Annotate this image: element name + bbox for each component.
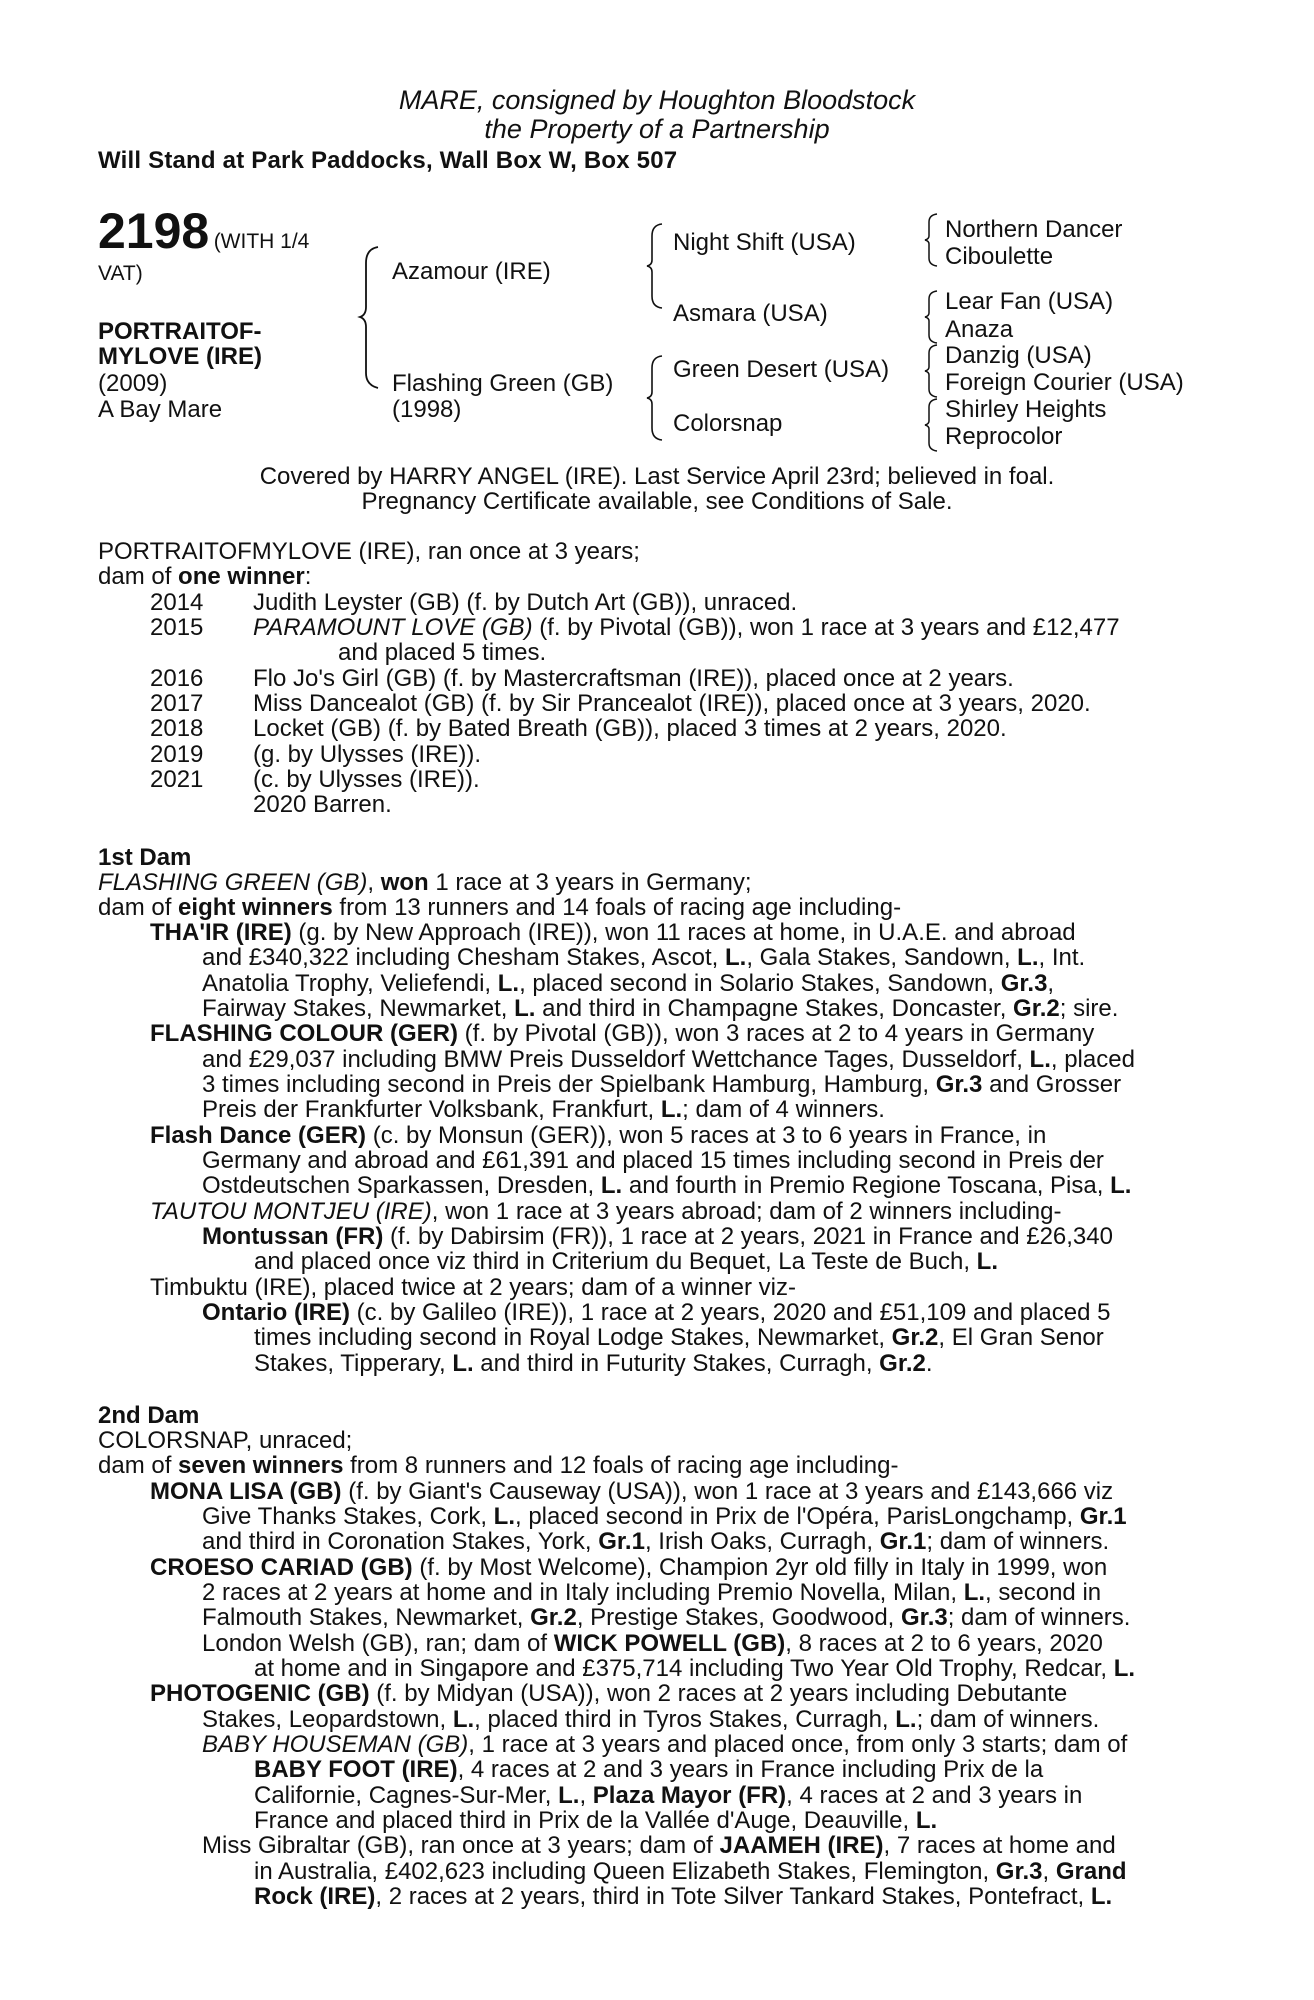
- stand-location: Will Stand at Park Paddocks, Wall Box W, Box 507: [98, 147, 678, 174]
- second-dam-heading: 2nd Dam: [98, 1402, 200, 1429]
- produce-row: 2019 (g. by Ulysses (IRE)).: [150, 741, 482, 768]
- pedigree-dam: Flashing Green (GB): [392, 370, 614, 397]
- produce-row: 2021 (c. by Ulysses (IRE)).: [150, 766, 480, 793]
- pedigree-brace-sire: [644, 222, 666, 310]
- covered-line-2: Pregnancy Certificate available, see Conditions of Sale.: [361, 488, 953, 515]
- progeny-ml-2: Give Thanks Stakes, Cork, L., placed second in Prix de l'Opéra, ParisLongchamp, Gr.1: [202, 1503, 1127, 1530]
- progeny-fd-2: Germany and abroad and £61,391 and placed 15 times including second in Preis der: [202, 1147, 1104, 1174]
- progeny-thair-3: Anatolia Trophy, Veliefendi, L., placed second in Solario Stakes, Sandown, Gr.3,: [202, 970, 1055, 997]
- lot-number: 2198: [98, 203, 210, 259]
- pedigree-dam-year: (1998): [392, 396, 462, 423]
- lot-vat: (WITH 1/4: [213, 230, 310, 253]
- progeny-ontario-2: times including second in Royal Lodge Stakes, Newmarket, Gr.2, El Gran Senor: [254, 1324, 1104, 1351]
- progeny-thair: THA'IR (IRE) (g. by New Approach (IRE)), won 11 races at home, in U.A.E. and abroad: [150, 919, 1076, 946]
- produce-row-cont: and placed 5 times.: [338, 639, 547, 666]
- progeny-montussan: Montussan (FR) (f. by Dabirsim (FR)), 1 race at 2 years, 2021 in France and £26,340: [202, 1223, 1113, 1250]
- progeny-lw-2: at home and in Singapore and £375,714 including Two Year Old Trophy, Redcar, L.: [254, 1655, 1136, 1682]
- pedigree-ddd: Reprocolor: [945, 423, 1063, 450]
- pedigree-sdd: Anaza: [945, 316, 1014, 343]
- pedigree-brace-sd: [923, 289, 941, 345]
- pedigree-dam-dam: Colorsnap: [673, 410, 783, 437]
- progeny-mona-lisa: MONA LISA (GB) (f. by Giant's Causeway (USA)), won 1 race at 3 years and £143,666 viz: [150, 1478, 1114, 1505]
- progeny-photogenic: PHOTOGENIC (GB) (f. by Midyan (USA)), won 2 races at 2 years including Debutante: [150, 1680, 1068, 1707]
- pedigree-dsd: Foreign Courier (USA): [945, 369, 1184, 396]
- progeny-ontario-3: Stakes, Tipperary, L. and third in Futurity Stakes, Curragh, Gr.2.: [254, 1350, 933, 1377]
- pedigree-sire: Azamour (IRE): [392, 258, 551, 285]
- progeny-timbuktu: Timbuktu (IRE), placed twice at 2 years; dam of a winner viz-: [150, 1274, 797, 1301]
- progeny-fd-3: Ostdeutschen Sparkassen, Dresden, L. and fourth in Premio Regione Toscana, Pisa, L.: [202, 1172, 1132, 1199]
- pedigree-sss: Northern Dancer: [945, 216, 1123, 243]
- progeny-tautou-montjeu: TAUTOU MONTJEU (IRE), won 1 race at 3 years abroad; dam of 2 winners including-: [150, 1198, 1062, 1225]
- progeny-bf-2: Californie, Cagnes-Sur-Mer, L., Plaza Mayor (FR), 4 races at 2 and 3 years in: [254, 1782, 1083, 1809]
- progeny-flash-dance: Flash Dance (GER) (c. by Monsun (GER)), won 5 races at 3 to 6 years in France, in: [150, 1122, 1047, 1149]
- progeny-fc-4: Preis der Frankfurter Volksbank, Frankfurt, L.; dam of 4 winners.: [202, 1096, 885, 1123]
- horse-year: (2009): [98, 370, 168, 397]
- progeny-thair-2: and £340,322 including Chesham Stakes, Ascot, L., Gala Stakes, Sandown, L., Int.: [202, 944, 1086, 971]
- first-dam-winners: dam of eight winners from 13 runners and 14 foals of racing age including-: [98, 894, 902, 921]
- header-line-2: the Property of a Partnership: [484, 114, 830, 144]
- produce-dam-of: dam of one winner:: [98, 563, 312, 590]
- produce-row: 2018 Locket (GB) (f. by Bated Breath (GB)), placed 3 times at 2 years, 2020.: [150, 715, 1007, 742]
- pedigree-brace-main: [356, 245, 386, 390]
- lot-block: [98, 203, 310, 259]
- first-dam-heading: 1st Dam: [98, 844, 192, 871]
- progeny-cc-2: 2 races at 2 years at home and in Italy including Premio Novella, Milan, L., second in: [202, 1579, 1102, 1606]
- progeny-croeso-cariad: CROESO CARIAD (GB) (f. by Most Welcome), Champion 2yr old filly in Italy in 1999, won: [150, 1554, 1108, 1581]
- progeny-ml-3: and third in Coronation Stakes, York, Gr.1, Irish Oaks, Curragh, Gr.1; dam of winners.: [202, 1528, 1110, 1555]
- progeny-mg-2: in Australia, £402,623 including Queen Elizabeth Stakes, Flemington, Gr.3, Grand: [254, 1858, 1127, 1885]
- progeny-fc-3: 3 times including second in Preis der Spielbank Hamburg, Hamburg, Gr.3 and Grosser: [202, 1071, 1122, 1098]
- covered-line-1: Covered by HARRY ANGEL (IRE). Last Service April 23rd; believed in foal.: [259, 463, 1055, 490]
- horse-description: A Bay Mare: [98, 396, 223, 423]
- pedigree-brace-dam: [644, 354, 666, 442]
- pedigree-ssd: Ciboulette: [945, 243, 1054, 270]
- progeny-flashing-colour: FLASHING COLOUR (GER) (f. by Pivotal (GB)), won 3 races at 2 to 4 years in Germany: [150, 1020, 1095, 1047]
- horse-name-1: PORTRAITOF-: [98, 318, 262, 345]
- progeny-ontario: Ontario (IRE) (c. by Galileo (IRE)), 1 race at 2 years, 2020 and £51,109 and placed 5: [202, 1299, 1111, 1326]
- pedigree-sds: Lear Fan (USA): [945, 288, 1114, 315]
- produce-row: 2020 Barren.: [253, 791, 392, 818]
- produce-intro: PORTRAITOFMYLOVE (IRE), ran once at 3 years;: [98, 538, 640, 565]
- pedigree-dam-sire: Green Desert (USA): [673, 356, 890, 383]
- second-dam-line: COLORSNAP, unraced;: [98, 1427, 353, 1454]
- progeny-london-welsh: London Welsh (GB), ran; dam of WICK POWELL (GB), 8 races at 2 to 6 years, 2020: [202, 1630, 1103, 1657]
- progeny-ph-2: Stakes, Leopardstown, L., placed third in Tyros Stakes, Curragh, L.; dam of winners.: [202, 1706, 1100, 1733]
- produce-row: 2016 Flo Jo's Girl (GB) (f. by Mastercraftsman (IRE)), placed once at 2 years.: [150, 665, 1014, 692]
- header-line-1: MARE, consigned by Houghton Bloodstock: [398, 85, 916, 115]
- progeny-grand-rock: Rock (IRE), 2 races at 2 years, third in Tote Silver Tankard Stakes, Pontefract, L.: [254, 1883, 1113, 1910]
- first-dam-line: FLASHING GREEN (GB), won 1 race at 3 years in Germany;: [98, 869, 752, 896]
- progeny-cc-3: Falmouth Stakes, Newmarket, Gr.2, Prestige Stakes, Goodwood, Gr.3; dam of winners.: [202, 1604, 1131, 1631]
- pedigree-sire-sire: Night Shift (USA): [673, 229, 856, 256]
- progeny-baby-foot: BABY FOOT (IRE), 4 races at 2 and 3 years in France including Prix de la: [254, 1756, 1044, 1783]
- lot-vat-2: VAT): [98, 262, 143, 285]
- pedigree-dds: Shirley Heights: [945, 396, 1107, 423]
- progeny-montussan-2: and placed once viz third in Criterium du Bequet, La Teste de Buch, L.: [254, 1248, 998, 1275]
- progeny-miss-gibraltar: Miss Gibraltar (GB), ran once at 3 years; dam of JAAMEH (IRE), 7 races at home and: [202, 1832, 1116, 1859]
- pedigree-brace-ss: [923, 212, 941, 268]
- pedigree-dss: Danzig (USA): [945, 342, 1092, 369]
- pedigree-brace-ds: [923, 343, 941, 399]
- progeny-pm-2: France and placed third in Prix de la Vallée d'Auge, Deauville, L.: [254, 1807, 938, 1834]
- horse-name-2: MYLOVE (IRE): [98, 343, 263, 370]
- second-dam-winners: dam of seven winners from 8 runners and 12 foals of racing age including-: [98, 1452, 899, 1479]
- progeny-baby-houseman: BABY HOUSEMAN (GB), 1 race at 3 years and placed once, from only 3 starts; dam of: [202, 1731, 1128, 1758]
- produce-row: 2015 PARAMOUNT LOVE (GB) (f. by Pivotal (GB)), won 1 race at 3 years and £12,477: [150, 614, 1120, 641]
- produce-row: 2014 Judith Leyster (GB) (f. by Dutch Art (GB)), unraced.: [150, 589, 798, 616]
- progeny-fc-2: and £29,037 including BMW Preis Dusseldorf Wettchance Tages, Dusseldorf, L., placed: [202, 1046, 1135, 1073]
- progeny-thair-4: Fairway Stakes, Newmarket, L. and third in Champagne Stakes, Doncaster, Gr.2; sire.: [202, 995, 1119, 1022]
- pedigree-sire-dam: Asmara (USA): [673, 300, 828, 327]
- produce-row: 2017 Miss Dancealot (GB) (f. by Sir Prancealot (IRE)), placed once at 3 years, 2020.: [150, 690, 1091, 717]
- pedigree-brace-dd: [923, 397, 941, 453]
